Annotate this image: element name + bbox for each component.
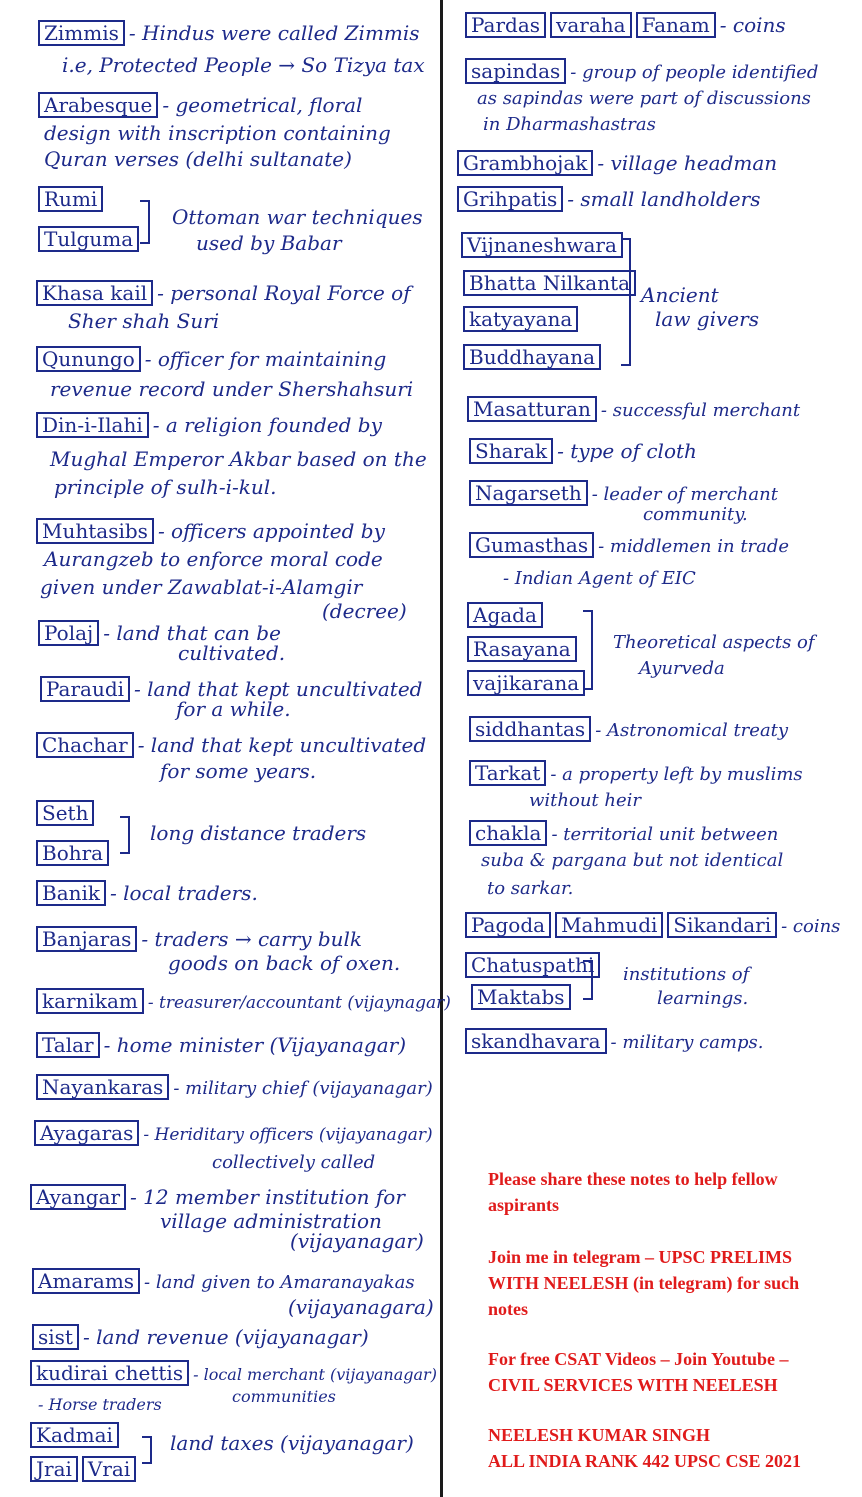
term-box: Grambhojak xyxy=(457,150,593,176)
desc: - successful merchant xyxy=(600,400,801,421)
desc-line: to sarkar. xyxy=(487,878,574,899)
entry-vijnaneshwara xyxy=(461,232,627,260)
entry-buddhayana xyxy=(463,344,605,372)
desc: - traders → carry bulk xyxy=(141,927,363,951)
term-box: chakla xyxy=(469,820,547,846)
bracket xyxy=(621,238,631,366)
desc: - coins xyxy=(781,916,841,937)
entry-tarkat xyxy=(469,760,803,788)
entry-kadmai xyxy=(30,1422,123,1448)
desc-line: suba & pargana but not identical xyxy=(481,850,784,871)
desc: - type of cloth xyxy=(557,439,697,463)
entry-din-i-ilahi xyxy=(36,412,382,438)
term-box: Din-i-Ilahi xyxy=(36,412,149,438)
desc: - military chief (vijayanagar) xyxy=(173,1078,433,1099)
term-box: Bohra xyxy=(36,840,109,866)
entry-sharak xyxy=(469,438,697,464)
term-box: Chachar xyxy=(36,732,134,758)
entry-nayankaras xyxy=(36,1074,433,1102)
desc-line: i.e, Protected People → So Tizya tax xyxy=(62,53,425,77)
entry-grihpatis xyxy=(457,186,760,212)
entry-amarams xyxy=(32,1268,415,1296)
term-box: Amarams xyxy=(32,1268,140,1294)
desc-line: given under Zawablat-i-Alamgir xyxy=(40,575,363,599)
desc-line: for a while. xyxy=(176,697,291,721)
entry-katyayana xyxy=(463,306,582,334)
bracket xyxy=(120,816,130,854)
desc-line: goods on back of oxen. xyxy=(168,951,401,975)
term-box: Gumasthas xyxy=(469,532,594,558)
desc: - territorial unit between xyxy=(551,824,779,845)
term-box: Sikandari xyxy=(667,912,777,938)
desc-line: community. xyxy=(643,504,748,525)
desc-line: Quran verses (delhi sultanate) xyxy=(44,147,352,171)
entry-gumasthas xyxy=(469,532,789,560)
desc-line: Sher shah Suri xyxy=(68,309,220,333)
share-note: Please share these notes to help fellow aspirants xyxy=(488,1169,778,1215)
entry-ayagaras xyxy=(34,1120,433,1148)
entry-seth xyxy=(36,800,98,826)
entry-sapindas xyxy=(465,58,818,86)
term-box: Rasayana xyxy=(467,636,577,662)
desc-line: principle of sulh-i-kul. xyxy=(54,475,277,499)
entry-bohra xyxy=(36,840,113,866)
desc: - Heriditary officers (vijayanagar) xyxy=(143,1125,433,1145)
author-name: NEELESH KUMAR SINGH xyxy=(488,1425,711,1445)
desc: - officer for maintaining xyxy=(144,347,387,371)
term-box: Bhatta Nilkanta xyxy=(463,270,636,296)
desc: - home minister (Vijayanagar) xyxy=(103,1033,407,1057)
desc: - officers appointed by xyxy=(157,519,385,543)
term-box: Banjaras xyxy=(36,926,137,952)
entry-masatturan xyxy=(467,396,800,424)
term-box: vajikarana xyxy=(467,670,585,696)
term-box: Zimmis xyxy=(38,20,125,46)
term-box: varaha xyxy=(550,12,632,38)
term-box: Talar xyxy=(36,1032,100,1058)
desc: - local traders. xyxy=(110,881,258,905)
term-box: Chatuspathi xyxy=(465,952,600,978)
desc-line: institutions of xyxy=(623,964,750,985)
entry-rasayana xyxy=(467,636,581,664)
desc: - land that kept uncultivated xyxy=(137,733,427,757)
desc: - middlemen in trade xyxy=(598,536,790,557)
desc: - village headman xyxy=(597,151,778,175)
term-box: Ayagaras xyxy=(34,1120,139,1146)
desc-line: village administration xyxy=(160,1209,382,1233)
entry-vajikarana xyxy=(467,670,589,698)
desc-line: learnings. xyxy=(657,988,749,1009)
entry-karnikam xyxy=(36,988,451,1016)
bracket xyxy=(583,960,593,1000)
desc: - land that kept uncultivated xyxy=(134,677,423,701)
desc-line: Mughal Emperor Akbar based on the xyxy=(50,447,427,471)
term-box: kudirai chettis xyxy=(30,1360,189,1386)
term-box: Kadmai xyxy=(30,1422,119,1448)
term-box: Qunungo xyxy=(36,346,141,372)
entry-muhtasibs xyxy=(36,518,385,544)
term-box: Grihpatis xyxy=(457,186,563,212)
entry-chakla xyxy=(469,820,778,848)
desc-line: design with inscription containing xyxy=(44,121,391,145)
entry-sist xyxy=(32,1324,369,1350)
telegram-note: Join me in telegram – UPSC PRELIMS WITH NEELESH (in telegram) for such notes xyxy=(488,1247,800,1319)
desc: - land revenue (vijayanagar) xyxy=(82,1325,369,1349)
column-divider xyxy=(440,0,443,1497)
desc: - a religion founded by xyxy=(152,413,382,437)
desc-line: used by Babar xyxy=(196,231,342,255)
entry-coins-2 xyxy=(465,912,840,940)
entry-siddhantas xyxy=(469,716,788,744)
term-box: Ayangar xyxy=(30,1184,126,1210)
term-box: sist xyxy=(32,1324,79,1350)
entry-grambhojak xyxy=(457,150,777,176)
entry-rumi xyxy=(38,186,107,212)
desc-line: land taxes (vijayanagar) xyxy=(170,1431,414,1455)
entry-tulguma xyxy=(38,226,143,252)
entry-arabesque xyxy=(38,92,362,118)
desc-line: (decree) xyxy=(322,599,407,623)
entry-zimmis xyxy=(38,20,420,46)
term-box: Fanam xyxy=(636,12,716,38)
term-box: Tulguma xyxy=(38,226,139,252)
entry-maktabs xyxy=(471,984,575,1012)
desc: - leader of merchant xyxy=(591,484,778,505)
term-box: Vrai xyxy=(82,1456,136,1482)
desc: - land given to Amaranayakas xyxy=(144,1272,415,1293)
term-box: katyayana xyxy=(463,306,578,332)
desc-line: Ayurveda xyxy=(639,658,725,679)
desc: - land that can be xyxy=(103,621,281,645)
desc-line: Theoretical aspects of xyxy=(613,632,815,653)
bracket xyxy=(142,1436,152,1464)
entry-khasa-kail xyxy=(36,280,411,306)
term-box: Paraudi xyxy=(40,676,130,702)
desc-line: long distance traders xyxy=(150,821,367,845)
desc: - a property left by muslims xyxy=(550,764,803,785)
entry-qunungo xyxy=(36,346,386,372)
desc-line: cultivated. xyxy=(178,641,286,665)
entry-banjaras xyxy=(36,926,362,952)
desc: - military camps. xyxy=(610,1032,764,1053)
desc-line: (vijayanagar) xyxy=(290,1229,424,1253)
entry-skandhavara xyxy=(465,1028,763,1056)
desc: - group of people identified xyxy=(570,62,819,83)
desc-line: Ancient xyxy=(641,283,719,307)
entry-chachar xyxy=(36,732,426,758)
term-box: Pardas xyxy=(465,12,546,38)
term-box: Mahmudi xyxy=(555,912,663,938)
desc-line: in Dharmashastras xyxy=(483,114,656,135)
desc-line: without heir xyxy=(529,790,641,811)
desc: - small landholders xyxy=(567,187,761,211)
term-box: Muhtasibs xyxy=(36,518,154,544)
entry-banik xyxy=(36,880,258,906)
term-box: Polaj xyxy=(38,620,99,646)
desc-line: for some years. xyxy=(160,759,317,783)
term-box: Banik xyxy=(36,880,106,906)
bracket xyxy=(140,200,150,244)
term-box: Masatturan xyxy=(467,396,597,422)
term-box: Nagarseth xyxy=(469,480,588,506)
desc-line: revenue record under Shershahsuri xyxy=(50,377,414,401)
term-box: Jrai xyxy=(30,1456,78,1482)
entry-jrai xyxy=(30,1456,140,1482)
desc: - Astronomical treaty xyxy=(595,720,789,741)
author-rank: ALL INDIA RANK 442 UPSC CSE 2021 xyxy=(488,1451,802,1471)
term-box: Khasa kail xyxy=(36,280,153,306)
term-box: Arabesque xyxy=(38,92,158,118)
term-box: Seth xyxy=(36,800,94,826)
term-box: skandhavara xyxy=(465,1028,607,1054)
term-box: Sharak xyxy=(469,438,553,464)
term-box: sapindas xyxy=(465,58,566,84)
entry-talar xyxy=(36,1032,406,1058)
desc: - 12 member institution for xyxy=(130,1185,405,1209)
desc-line: Ottoman war techniques xyxy=(172,205,423,229)
desc: - coins xyxy=(719,13,786,37)
desc: - geometrical, floral xyxy=(162,93,363,117)
desc-line: collectively called xyxy=(212,1152,376,1173)
term-box: Rumi xyxy=(38,186,103,212)
term-box: Nayankaras xyxy=(36,1074,169,1100)
term-box: Tarkat xyxy=(469,760,546,786)
desc-line: communities xyxy=(232,1387,336,1406)
entry-ayangar xyxy=(30,1184,405,1210)
desc-line: - Horse traders xyxy=(38,1395,162,1414)
term-box: Vijnaneshwara xyxy=(461,232,623,258)
youtube-note: For free CSAT Videos – Join Youtube – CIVIL SERVICES WITH NEELESH xyxy=(488,1349,789,1395)
entry-bhatta-nilkanta xyxy=(463,270,640,298)
desc-line: as sapindas were part of discussions xyxy=(477,88,811,109)
desc: - local merchant (vijayanagar) xyxy=(193,1365,437,1384)
desc: - personal Royal Force of xyxy=(157,281,411,305)
term-box: Pagoda xyxy=(465,912,551,938)
entry-agada xyxy=(467,602,547,630)
term-box: Agada xyxy=(467,602,543,628)
term-box: siddhantas xyxy=(469,716,591,742)
desc-line: (vijayanagara) xyxy=(288,1295,434,1319)
desc: - Hindus were called Zimmis xyxy=(128,21,420,45)
term-box: Maktabs xyxy=(471,984,571,1010)
desc: - treasurer/accountant (vijaynagar) xyxy=(147,993,451,1013)
entry-coins-1 xyxy=(465,12,786,38)
term-box: Buddhayana xyxy=(463,344,601,370)
term-box: karnikam xyxy=(36,988,144,1014)
bracket xyxy=(583,610,593,690)
desc-line: Aurangzeb to enforce moral code xyxy=(44,547,383,571)
desc-line: - Indian Agent of EIC xyxy=(503,568,696,589)
desc-line: law givers xyxy=(655,307,759,331)
